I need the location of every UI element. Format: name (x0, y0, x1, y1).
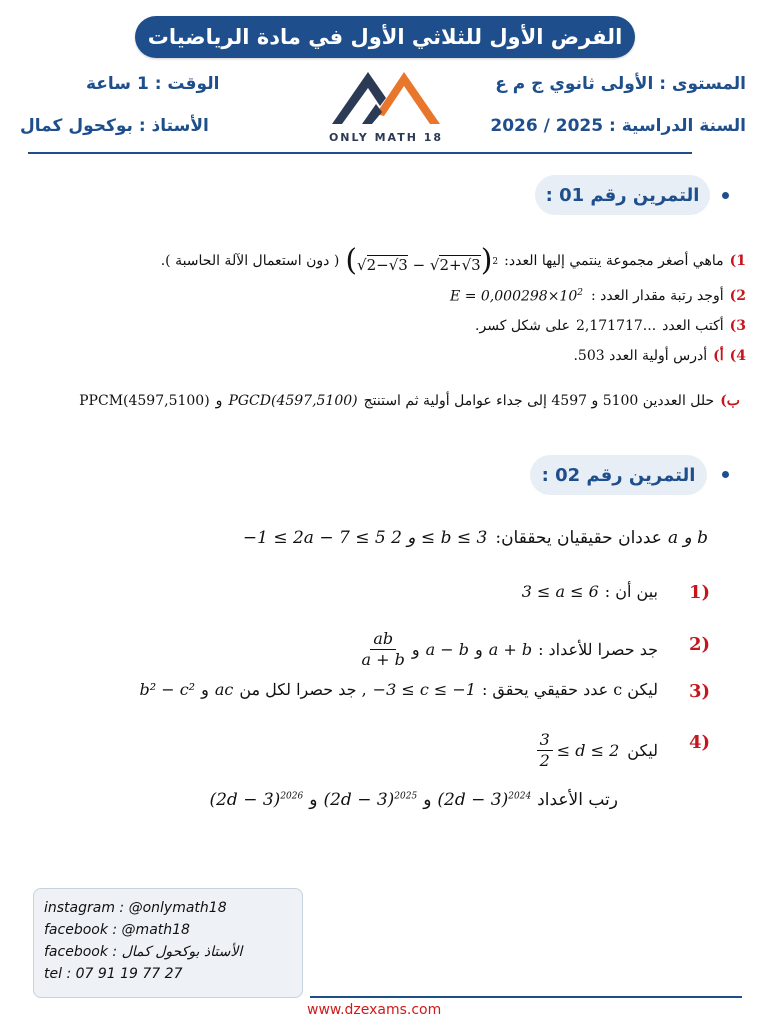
pgcd-expression: PGCD(4597,5100) (228, 393, 358, 409)
math-expression: $E = 0,000298\times 10^2$ (450, 288, 583, 305)
instagram-handle: instagram : @onlymath18 (44, 900, 227, 916)
fraction-numerator: 3 (537, 730, 553, 750)
condition-expression: −1 ≤ 2a − 7 ≤ 5 و 2 ≤ b ≤ 3 (242, 528, 488, 548)
fraction-denominator: a + b (361, 649, 405, 669)
ex2-question-5 (209, 790, 618, 810)
and-word: و (215, 393, 223, 409)
ex1-question-4a (573, 348, 746, 364)
and-word: و (423, 790, 432, 810)
teacher-label: الأستاذ : بوكحول كمال (20, 116, 209, 136)
and-word: و (201, 680, 209, 699)
expr-value: E = 0,000298×10 (450, 288, 578, 305)
ex1-question-1 (160, 243, 746, 278)
sub-label: ب) (720, 393, 740, 409)
bullet-icon (722, 192, 729, 199)
variables: a و b (667, 528, 708, 548)
question-number: 3) (729, 318, 746, 334)
fraction-denominator: 2 (539, 750, 550, 770)
logo-text: ONLY MATH 18 (328, 131, 444, 144)
facebook-page: facebook : الأستاذ بوكحول كمال (44, 944, 243, 960)
question-number: 3) (688, 681, 710, 702)
power-2026: $(2d - 3)^{2026}$ (209, 790, 304, 810)
and-word: و (309, 790, 318, 810)
ppcm-expression: PPCM(4597,5100) (79, 393, 210, 409)
footer-divider (310, 996, 742, 998)
bullet-icon (722, 471, 729, 478)
expr-base: (2d − 3) (323, 790, 395, 810)
and-word: و (411, 639, 420, 659)
question-text: أوجد رتبة مقدار العدد : (590, 288, 724, 305)
expr-sum: a + b (488, 639, 533, 659)
power-2025: $(2d - 3)^{2025}$ (323, 790, 418, 810)
expr-b2-c2: b² − c² (139, 680, 196, 699)
expr-difference: a − b (425, 639, 469, 659)
question-number: 1) (688, 582, 710, 603)
ex2-question-3 (139, 680, 658, 699)
exercise-2-title: التمرين رقم 02 : (530, 455, 707, 495)
question-text: جد حصرا للأعداد : (538, 639, 658, 659)
math-expression: 3 ≤ a ≤ 6 (521, 582, 599, 601)
fraction (359, 629, 408, 668)
ex2-question-4 (533, 730, 658, 770)
contact-box (33, 888, 303, 998)
level-label: المستوى : الأولى ثانوي ج م ع (495, 74, 746, 94)
question-number: 4) (688, 732, 710, 753)
facebook-handle: facebook : @math18 (44, 922, 190, 938)
and-word: و (474, 639, 483, 659)
sub-label: أ) (713, 348, 724, 364)
ex1-question-2 (450, 288, 746, 305)
radical-expression: $(√2-√3 - √2+√3)^2$ (345, 243, 499, 278)
ex1-question-3 (475, 318, 746, 334)
condition-expression: −3 ≤ c ≤ −1 (372, 680, 476, 699)
intro-text: عددان حقيقيان يحققان: (495, 528, 662, 548)
expr-base: (2d − 3) (437, 790, 509, 810)
question-number: 1) (729, 253, 746, 269)
question-text-2: , جد حصرا لكل من (239, 680, 367, 699)
ex2-intro (243, 528, 708, 548)
question-number: 4) (729, 348, 746, 364)
exercise-1-title: التمرين رقم 01 : (535, 175, 710, 215)
page-title: الفرض الأول للثلاثي الأول في مادة الرياضيات (135, 16, 635, 58)
header-divider (28, 152, 692, 154)
inequality-expression (533, 730, 620, 769)
power-2024: $(2d - 3)^{2024}$ (437, 790, 532, 810)
ex2-question-2 (355, 624, 658, 674)
question-text: ليكن (627, 740, 658, 760)
inequality-rest: ≤ d ≤ 2 (556, 740, 620, 760)
question-text: أدرس أولية العدد 503. (573, 348, 708, 364)
question-number: 2) (729, 288, 746, 305)
fraction-numerator: ab (370, 629, 396, 649)
question-text: ليكن c عدد حقيقي يحقق : (481, 680, 658, 699)
ex2-question-1 (522, 582, 658, 601)
telephone: tel : 07 91 19 77 27 (44, 966, 183, 982)
time-label: الوقت : 1 ساعة (86, 74, 220, 94)
fraction (537, 730, 553, 769)
question-note: ( دون استعمال الآلة الحاسبة ). (160, 253, 340, 269)
question-text-end: على شكل كسر. (475, 318, 570, 334)
question-text: بين أن : (604, 582, 658, 601)
footer-link[interactable]: www.dzexams.com (307, 1002, 442, 1018)
question-text: رتب الأعداد (537, 790, 618, 810)
question-text: حلل العددين 5100 و 4597 إلى جداء عوامل أولية ثم استنتج (363, 393, 715, 409)
expr-ac: ac (214, 680, 234, 699)
question-text: ماهي أصغر مجموعة ينتمي إليها العدد: (504, 253, 724, 269)
ex1-question-4b (79, 393, 740, 409)
question-number: 2) (688, 634, 710, 655)
question-text: أكتب العدد (662, 318, 724, 334)
expr-base: (2d − 3) (209, 790, 281, 810)
repeating-decimal: 2,171717... (576, 318, 657, 334)
school-year-label: السنة الدراسية : 2025 / 2026 (490, 116, 746, 136)
